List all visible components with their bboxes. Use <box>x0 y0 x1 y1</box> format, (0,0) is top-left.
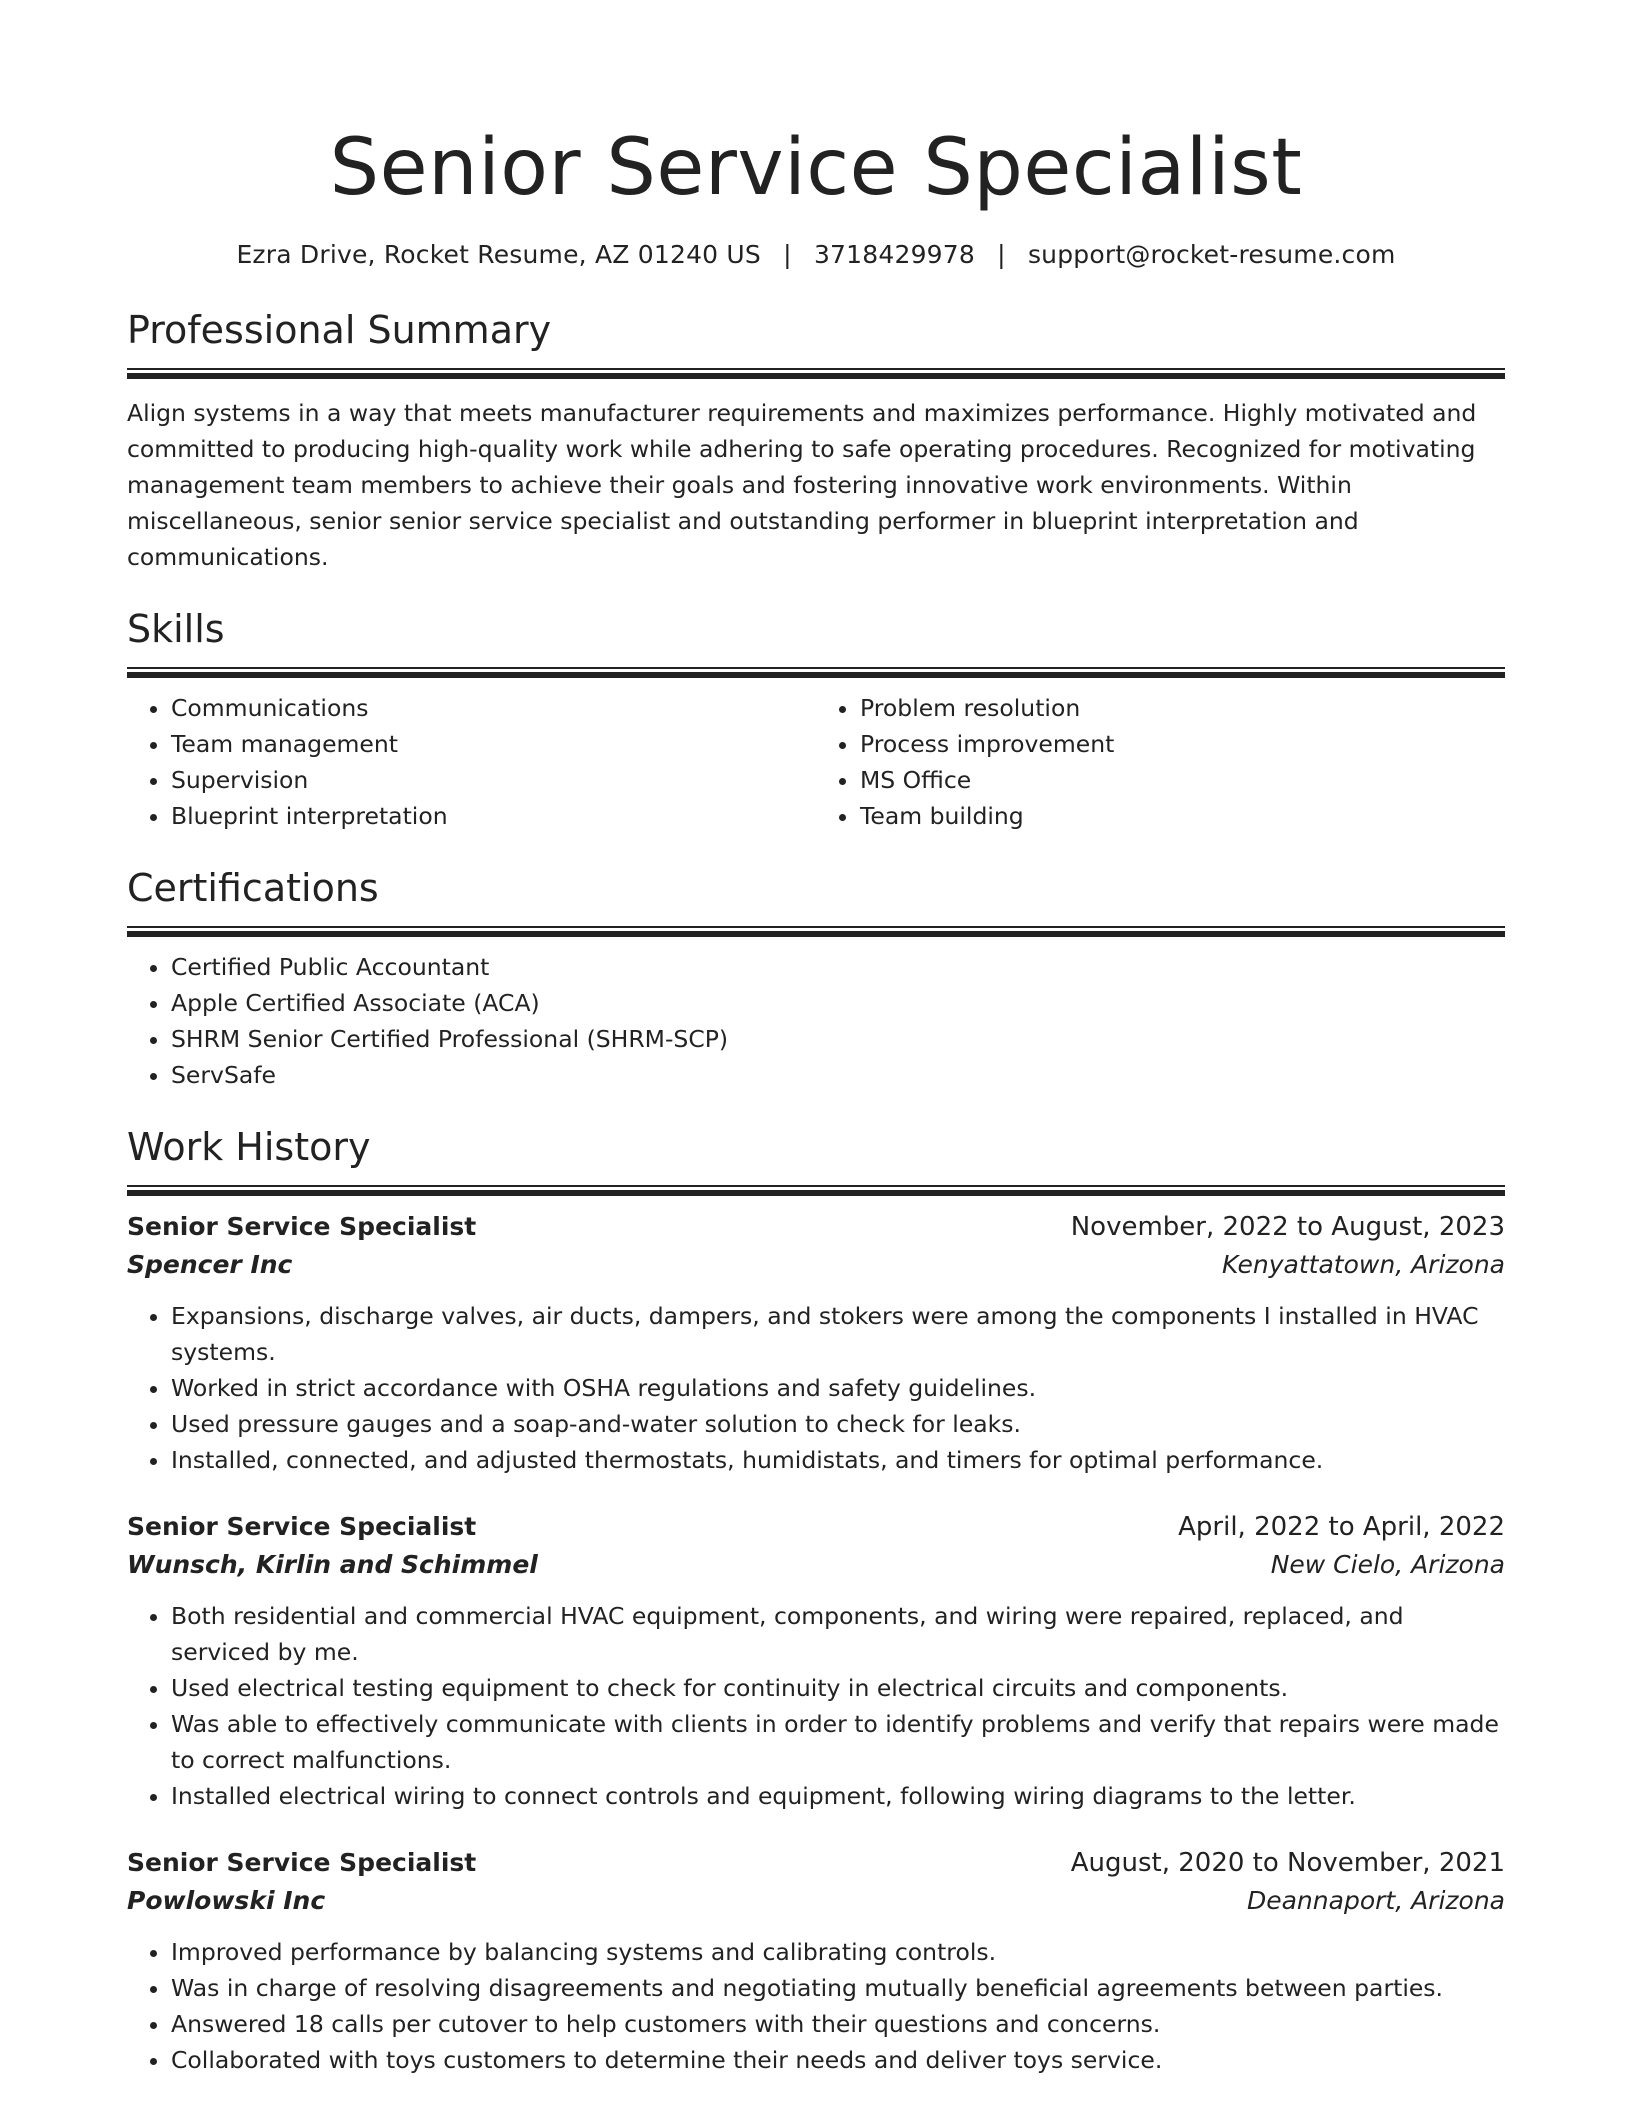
certifications-section <box>127 864 1505 1093</box>
skill-item: • Communications <box>171 690 816 726</box>
skills-heading: Skills <box>127 607 225 651</box>
job-header-row <box>127 1208 1505 1246</box>
job-bullet: • Installed, connected, and adjusted thermostats, humidistats, and timers for optimal performance. <box>171 1442 1505 1478</box>
skill-item: • Team building <box>860 798 1505 834</box>
contact-separator: | <box>783 240 792 269</box>
skill-item: • Blueprint interpretation <box>171 798 816 834</box>
job-bullet: • Improved performance by balancing systems and calibrating controls. <box>171 1934 1505 1970</box>
contact-line <box>127 238 1505 272</box>
job-subheader-row <box>127 1246 1505 1284</box>
job-header-row <box>127 1844 1505 1882</box>
job-location: Deannaport, Arizona <box>1246 1886 1505 1915</box>
job-dates: April, 2022 to April, 2022 <box>1178 1512 1505 1542</box>
job-bullets <box>127 1298 1505 1478</box>
job-bullet: • Expansions, discharge valves, air ducts, dampers, and stokers were among the components I installed in HVAC systems. <box>171 1298 1505 1370</box>
job-bullet: • Answered 18 calls per cutover to help customers with their questions and concerns. <box>171 2006 1505 2042</box>
job-company: Spencer Inc <box>127 1250 293 1279</box>
section-divider <box>127 368 1505 379</box>
summary-text: Align systems in a way that meets manufacturer requirements and maximizes performance. Highly motivated and committed to producing high-quality work while adhering to safe operating procedures. Recognized for motivating management team members to achieve their goals and fostering innovative work environments. Within miscellaneous, senior senior service specialist and outstanding performer in blueprint interpretation and communications. <box>127 399 1477 571</box>
job-bullets <box>127 1598 1505 1814</box>
job-entry <box>127 1208 1505 1478</box>
job-header-row <box>127 1508 1505 1546</box>
job-location: New Cielo, Arizona <box>1270 1550 1505 1579</box>
job-company: Powlowski Inc <box>127 1886 326 1915</box>
job-bullet: • Was able to effectively communicate with clients in order to identify problems and verify that repairs were made to correct malfunctions. <box>171 1706 1505 1778</box>
certifications-list <box>127 949 1505 1093</box>
skill-item: • Process improvement <box>860 726 1505 762</box>
job-bullet: • Both residential and commercial HVAC equipment, components, and wiring were repaired, replaced, and serviced by me. <box>171 1598 1505 1670</box>
job-entry <box>127 1508 1505 1814</box>
work-history-section <box>127 1123 1505 2078</box>
section-divider <box>127 926 1505 937</box>
job-bullet: • Used pressure gauges and a soap-and-water solution to check for leaks. <box>171 1406 1505 1442</box>
skill-item: • Supervision <box>171 762 816 798</box>
certifications-heading: Certifications <box>127 866 379 910</box>
contact-email: support@rocket-resume.com <box>1027 240 1396 269</box>
skills-section <box>127 605 1505 834</box>
skill-item: • MS Office <box>860 762 1505 798</box>
job-subheader-row <box>127 1546 1505 1584</box>
work-history-heading: Work History <box>127 1125 371 1169</box>
job-title: Senior Service Specialist <box>127 1212 477 1241</box>
certification-item: • Apple Certified Associate (ACA) <box>171 985 1505 1021</box>
skill-item: • Problem resolution <box>860 690 1505 726</box>
job-bullet: • Used electrical testing equipment to check for continuity in electrical circuits and components. <box>171 1670 1505 1706</box>
certification-item: • SHRM Senior Certified Professional (SHRM-SCP) <box>171 1021 1505 1057</box>
certification-item: • Certified Public Accountant <box>171 949 1505 985</box>
job-company: Wunsch, Kirlin and Schimmel <box>127 1550 538 1579</box>
job-title: Senior Service Specialist <box>127 1848 477 1877</box>
resume-title: Senior Service Specialist <box>329 123 1303 213</box>
job-subheader-row <box>127 1882 1505 1920</box>
contact-separator: | <box>997 240 1006 269</box>
contact-address: Ezra Drive, Rocket Resume, AZ 01240 US <box>236 240 761 269</box>
skills-list-left <box>127 690 816 834</box>
skill-item: • Team management <box>171 726 816 762</box>
skills-grid <box>127 690 1505 834</box>
job-entry <box>127 1844 1505 2078</box>
job-bullet: • Collaborated with toys customers to determine their needs and deliver toys service. <box>171 2042 1505 2078</box>
summary-heading: Professional Summary <box>127 308 552 352</box>
summary-section <box>127 306 1505 575</box>
job-title: Senior Service Specialist <box>127 1512 477 1541</box>
section-divider <box>127 667 1505 678</box>
contact-phone: 3718429978 <box>813 240 975 269</box>
section-divider <box>127 1185 1505 1196</box>
job-bullet: • Was in charge of resolving disagreements and negotiating mutually beneficial agreements between parties. <box>171 1970 1505 2006</box>
job-bullet: • Installed electrical wiring to connect controls and equipment, following wiring diagrams to the letter. <box>171 1778 1505 1814</box>
job-location: Kenyattatown, Arizona <box>1222 1250 1505 1279</box>
job-dates: August, 2020 to November, 2021 <box>1070 1848 1505 1878</box>
certification-item: • ServSafe <box>171 1057 1505 1093</box>
job-dates: November, 2022 to August, 2023 <box>1070 1212 1505 1242</box>
job-bullet: • Worked in strict accordance with OSHA regulations and safety guidelines. <box>171 1370 1505 1406</box>
skills-list-right <box>816 690 1505 834</box>
job-bullets <box>127 1934 1505 2078</box>
